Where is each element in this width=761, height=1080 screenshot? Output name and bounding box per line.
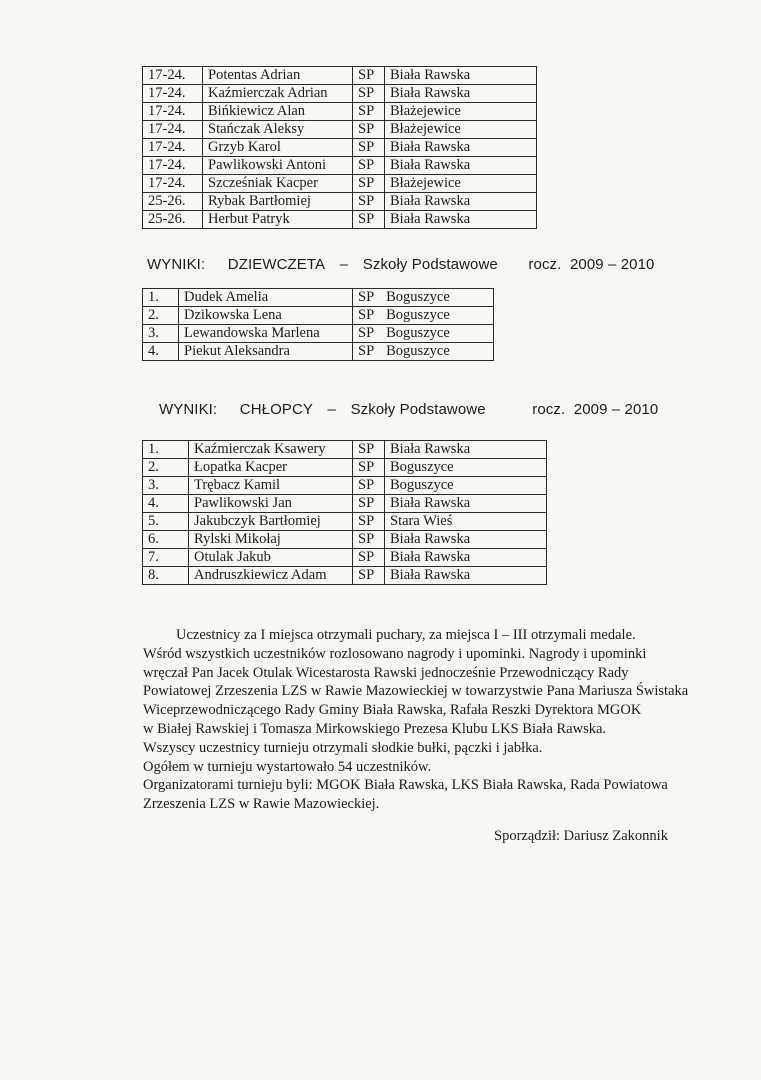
place-cell: 17-24. [143, 67, 203, 85]
school-town: Boguszyce [386, 343, 450, 359]
school-cell [353, 289, 494, 307]
name-cell: Grzyb Karol [203, 139, 353, 157]
place-cell: 25-26. [143, 193, 203, 211]
paragraph-line: Wiceprzewodniczącego Rady Gminy Biała Rawska, Rafała Reszki Dyrektora MGOK [143, 702, 642, 719]
place-cell: 17-24. [143, 85, 203, 103]
paragraph-line: Uczestnicy za I miejsca otrzymali puchary, za miejsca I – III otrzymali medale. [176, 627, 636, 643]
school-type-cell: SP [353, 531, 385, 549]
school-type: SP [358, 325, 375, 341]
place-cell: 8. [143, 567, 189, 585]
place-cell: 6. [143, 531, 189, 549]
table-row [143, 531, 547, 549]
school-cell [353, 343, 494, 361]
paragraph-line: Zrzeszenia LZS w Rawie Mazowieckiej. [143, 796, 380, 813]
summary-paragraph [143, 626, 703, 814]
name-cell: Łopatka Kacper [189, 459, 353, 477]
table-row [143, 289, 494, 307]
school-cell [353, 307, 494, 325]
table-row [143, 67, 537, 85]
place-cell: 17-24. [143, 139, 203, 157]
school-type-cell: SP [353, 211, 385, 229]
school-town-cell: Biała Rawska [385, 441, 547, 459]
school-town: Boguszyce [386, 307, 450, 323]
paragraph-line: Powiatowej Zrzeszenia LZS w Rawie Mazowieckiej w towarzystwie Pana Mariusza Świstaka [143, 683, 689, 700]
school-town-cell: Boguszyce [385, 477, 547, 495]
school-town-cell: Błażejewice [385, 175, 537, 193]
school-type-cell: SP [353, 139, 385, 157]
heading-category: DZIEWCZETA [227, 256, 326, 273]
school-type-cell: SP [353, 121, 385, 139]
name-cell: Kaźmierczak Adrian [203, 85, 353, 103]
school-type: SP [358, 343, 375, 359]
school-type: SP [358, 307, 375, 323]
place-cell: 7. [143, 549, 189, 567]
place-cell: 5. [143, 513, 189, 531]
school-town-cell: Biała Rawska [385, 495, 547, 513]
place-cell: 3. [143, 325, 179, 343]
name-cell: Szcześniak Kacper [203, 175, 353, 193]
school-type-cell: SP [353, 549, 385, 567]
table-row [143, 211, 537, 229]
table-row [143, 85, 537, 103]
school-town-cell: Stara Wieś [385, 513, 547, 531]
heading-label: WYNIKI: [147, 256, 206, 273]
place-cell: 17-24. [143, 175, 203, 193]
name-cell: Stańczak Aleksy [203, 121, 353, 139]
school-type-cell: SP [353, 175, 385, 193]
school-town-cell: Biała Rawska [385, 157, 537, 175]
heading-year: rocz. 2009 – 2010 [528, 256, 655, 273]
name-cell: Herbut Patryk [203, 211, 353, 229]
school-type-cell: SP [353, 103, 385, 121]
heading-label: WYNIKI: [159, 401, 218, 418]
name-cell: Rylski Mikołaj [189, 531, 353, 549]
table-row [143, 103, 537, 121]
paragraph-line: Wśród wszystkich uczestników rozlosowano nagrody i upominki. Nagrody i upominki [143, 645, 647, 662]
place-cell: 3. [143, 477, 189, 495]
place-cell: 25-26. [143, 211, 203, 229]
school-town-cell: Biała Rawska [385, 139, 537, 157]
table-row [143, 459, 547, 477]
name-cell: Dzikowska Lena [179, 307, 353, 325]
place-cell: 4. [143, 343, 179, 361]
school-town-cell: Biała Rawska [385, 193, 537, 211]
school-town-cell: Biała Rawska [385, 67, 537, 85]
girls-results-heading [147, 256, 654, 273]
school-cell [353, 325, 494, 343]
table-row [143, 325, 494, 343]
name-cell: Andruszkiewicz Adam [189, 567, 353, 585]
heading-year: rocz. 2009 – 2010 [532, 401, 659, 418]
school-type-cell: SP [353, 495, 385, 513]
place-cell: 17-24. [143, 157, 203, 175]
school-town-cell: Boguszyce [385, 459, 547, 477]
table-row [143, 307, 494, 325]
table-row [143, 513, 547, 531]
heading-dash: – [327, 401, 336, 418]
school-town-cell: Błażejewice [385, 121, 537, 139]
girls-results-table [142, 288, 494, 361]
paragraph-line: w Białej Rawskiej i Tomasza Mirkowskiego Prezesa Klubu LKS Biała Rawska. [143, 720, 607, 737]
table-row [143, 549, 547, 567]
paragraph-line: Ogółem w turnieju wystartowało 54 uczestników. [143, 758, 432, 775]
table-row [143, 495, 547, 513]
school-town-cell: Biała Rawska [385, 211, 537, 229]
place-cell: 1. [143, 441, 189, 459]
table-row [143, 139, 537, 157]
school-type: SP [358, 289, 375, 305]
table-row [143, 157, 537, 175]
name-cell: Dudek Amelia [179, 289, 353, 307]
paragraph-line: wręczał Pan Jacek Otulak Wicestarosta Rawski jednocześnie Przewodniczący Rady [143, 664, 629, 681]
name-cell: Pawlikowski Jan [189, 495, 353, 513]
name-cell: Piekut Aleksandra [179, 343, 353, 361]
place-cell: 4. [143, 495, 189, 513]
table-row [143, 343, 494, 361]
place-cell: 17-24. [143, 121, 203, 139]
school-type-cell: SP [353, 477, 385, 495]
place-cell: 2. [143, 459, 189, 477]
school-town-cell: Biała Rawska [385, 85, 537, 103]
table-row [143, 193, 537, 211]
results-table-continuation [142, 66, 537, 229]
school-town-cell: Błażejewice [385, 103, 537, 121]
school-town-cell: Biała Rawska [385, 549, 547, 567]
name-cell: Lewandowska Marlena [179, 325, 353, 343]
name-cell: Jakubczyk Bartłomiej [189, 513, 353, 531]
name-cell: Potentas Adrian [203, 67, 353, 85]
table-row [143, 121, 537, 139]
boys-results-heading [159, 401, 658, 418]
name-cell: Rybak Bartłomiej [203, 193, 353, 211]
place-cell: 1. [143, 289, 179, 307]
signature: Sporządził: Dariusz Zakonnik [494, 828, 668, 844]
school-type-cell: SP [353, 67, 385, 85]
table-row [143, 567, 547, 585]
table-row [143, 477, 547, 495]
heading-schools: Szkoły Podstawowe [362, 256, 498, 273]
heading-dash: – [339, 256, 349, 273]
school-type-cell: SP [353, 85, 385, 103]
school-type-cell: SP [353, 157, 385, 175]
school-type-cell: SP [353, 193, 385, 211]
table-row [143, 441, 547, 459]
heading-category: CHŁOPCY [239, 401, 313, 418]
name-cell: Kaźmierczak Ksawery [189, 441, 353, 459]
paragraph-line: Wszyscy uczestnicy turnieju otrzymali słodkie bułki, pączki i jabłka. [143, 739, 543, 756]
paragraph-line: Organizatorami turnieju byli: MGOK Biała Rawska, LKS Biała Rawska, Rada Powiatowa [143, 777, 668, 794]
place-cell: 2. [143, 307, 179, 325]
school-town: Boguszyce [386, 325, 450, 341]
school-type-cell: SP [353, 567, 385, 585]
school-type-cell: SP [353, 441, 385, 459]
school-type-cell: SP [353, 513, 385, 531]
boys-results-table [142, 440, 547, 585]
school-type-cell: SP [353, 459, 385, 477]
school-town-cell: Biała Rawska [385, 531, 547, 549]
name-cell: Otulak Jakub [189, 549, 353, 567]
name-cell: Bińkiewicz Alan [203, 103, 353, 121]
school-town: Boguszyce [386, 289, 450, 305]
heading-schools: Szkoły Podstawowe [350, 401, 486, 418]
school-town-cell: Biała Rawska [385, 567, 547, 585]
name-cell: Pawlikowski Antoni [203, 157, 353, 175]
name-cell: Trębacz Kamil [189, 477, 353, 495]
table-row [143, 175, 537, 193]
place-cell: 17-24. [143, 103, 203, 121]
